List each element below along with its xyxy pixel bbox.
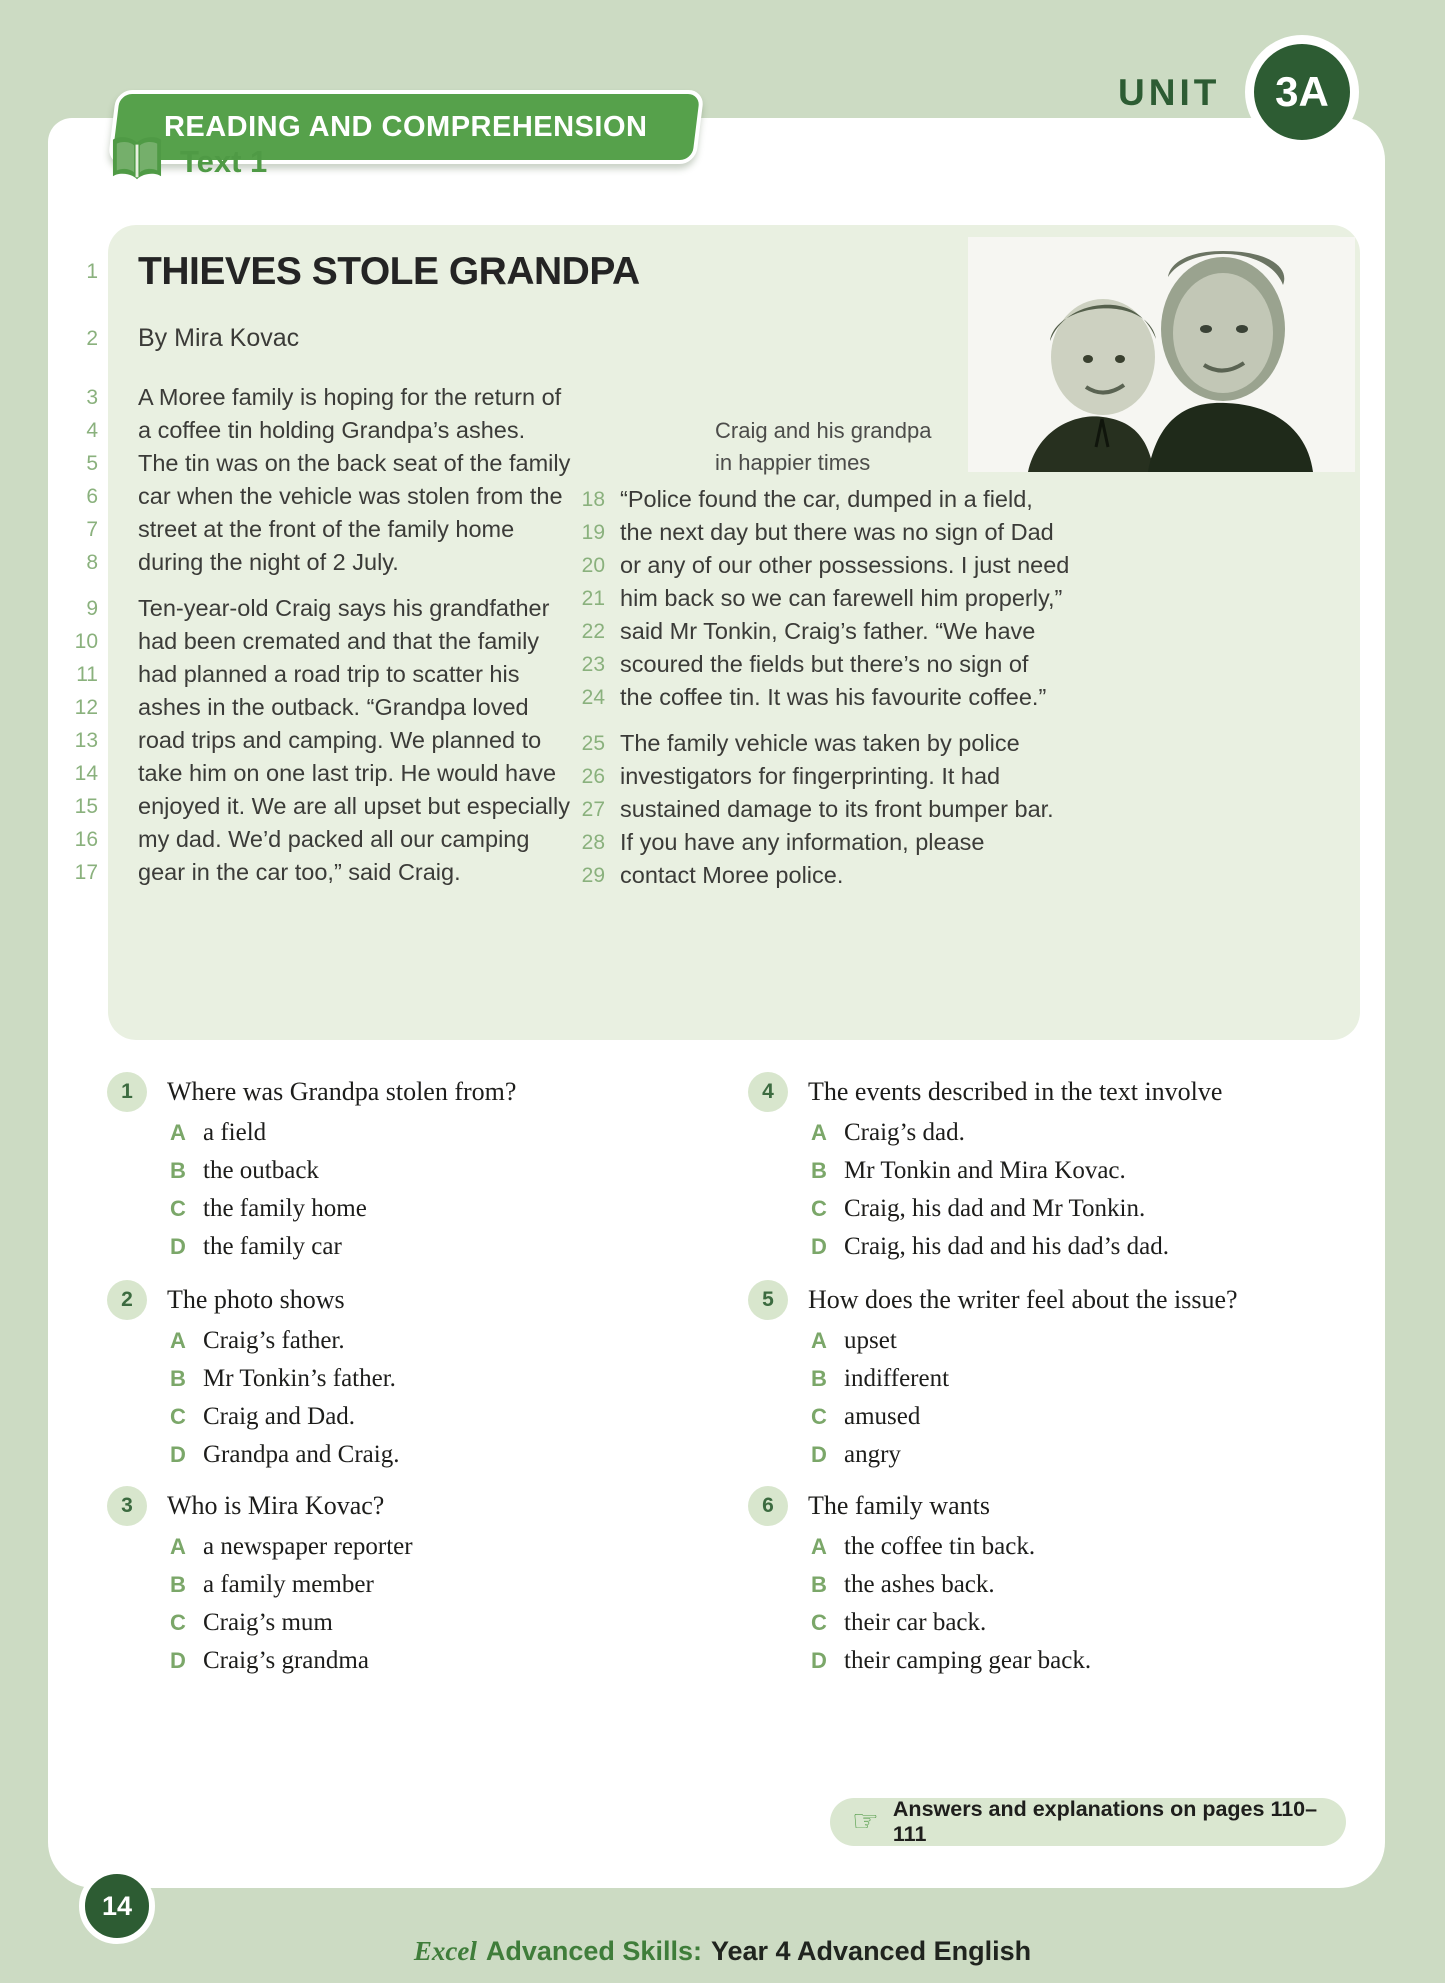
option-text: the ashes back. xyxy=(844,1571,995,1598)
book-title-series: Advanced Skills: xyxy=(485,1936,702,1966)
photo-caption-line: in happier times xyxy=(715,450,871,475)
answer-option xyxy=(811,1322,1238,1360)
option-letter: D xyxy=(170,1442,186,1467)
answer-option xyxy=(811,1190,1222,1228)
line-text: car when the vehicle was stolen from the xyxy=(138,483,563,509)
unit-label: UNIT xyxy=(1118,72,1221,113)
option-text: indifferent xyxy=(844,1365,950,1392)
answer-option xyxy=(170,1228,516,1266)
article-line xyxy=(575,582,1069,615)
photo-craig-and-grandpa xyxy=(968,237,1355,472)
option-text: their car back. xyxy=(844,1609,987,1636)
answer-option xyxy=(811,1114,1222,1152)
article-paragraph xyxy=(575,483,1069,714)
unit-number-badge xyxy=(1245,35,1359,149)
article-line xyxy=(575,727,1069,760)
answer-option xyxy=(170,1642,413,1680)
line-text: The tin was on the back seat of the family xyxy=(138,450,571,476)
line-text: Ten-year-old Craig says his grandfather xyxy=(138,595,550,621)
question-text: The photo shows xyxy=(167,1285,345,1314)
line-text: The family vehicle was taken by police xyxy=(620,730,1020,756)
option-letter: D xyxy=(170,1234,186,1259)
article-title: THIEVES STOLE GRANDPA xyxy=(138,250,640,293)
line-number: 9 xyxy=(86,596,98,620)
question-head xyxy=(107,1072,516,1112)
article-line xyxy=(68,381,570,414)
article-right-column xyxy=(575,483,1069,892)
line-number: 16 xyxy=(74,827,98,851)
option-letter: D xyxy=(811,1648,827,1673)
article-line xyxy=(68,592,570,625)
article-line xyxy=(68,513,570,546)
article-line xyxy=(575,760,1069,793)
option-letter: C xyxy=(170,1610,186,1635)
option-text: the family home xyxy=(203,1195,367,1222)
article-line xyxy=(575,793,1069,826)
option-letter: C xyxy=(811,1196,827,1221)
option-text: the outback xyxy=(203,1157,319,1184)
article-line xyxy=(575,648,1069,681)
question-1 xyxy=(107,1072,516,1266)
article-line xyxy=(68,790,570,823)
question-number-badge: 6 xyxy=(748,1486,788,1526)
line-text: ashes in the outback. “Grandpa loved xyxy=(138,694,529,720)
option-letter: C xyxy=(170,1404,186,1429)
option-letter: C xyxy=(170,1196,186,1221)
question-head xyxy=(748,1072,1222,1112)
line-text: the next day but there was no sign of Dad xyxy=(620,519,1054,545)
option-text: Craig, his dad and Mr Tonkin. xyxy=(844,1195,1146,1222)
line-text: contact Moree police. xyxy=(620,862,844,888)
line-number: 19 xyxy=(581,520,605,544)
article-line xyxy=(68,414,570,447)
article-line xyxy=(68,546,570,579)
article-paragraph xyxy=(68,381,570,579)
line-number: 2 xyxy=(86,326,98,350)
question-number-badge: 3 xyxy=(107,1486,147,1526)
line-text: take him on one last trip. He would have xyxy=(138,760,557,786)
option-letter: A xyxy=(170,1328,186,1353)
line-number: 28 xyxy=(581,830,605,854)
line-number: 5 xyxy=(86,451,98,475)
line-number: 25 xyxy=(581,731,605,755)
article-byline-row xyxy=(68,322,299,355)
answer-option xyxy=(170,1436,399,1474)
option-text: angry xyxy=(844,1441,901,1468)
option-letter: A xyxy=(170,1120,186,1145)
line-number: 1 xyxy=(86,260,98,283)
line-number: 3 xyxy=(86,385,98,409)
line-text: had been cremated and that the family xyxy=(138,628,540,654)
question-text: Who is Mira Kovac? xyxy=(167,1491,385,1520)
option-letter: A xyxy=(811,1534,827,1559)
option-text: a newspaper reporter xyxy=(203,1533,413,1560)
option-text: their camping gear back. xyxy=(844,1647,1092,1674)
unit-number: 3A xyxy=(1275,68,1329,115)
line-number: 23 xyxy=(581,652,605,676)
answer-option xyxy=(170,1604,413,1642)
line-number: 26 xyxy=(581,764,605,788)
option-text: Craig’s grandma xyxy=(203,1647,369,1674)
line-number: 29 xyxy=(581,863,605,887)
option-letter: C xyxy=(811,1610,827,1635)
line-text: him back so we can farewell him properly,” xyxy=(620,585,1063,611)
line-number: 14 xyxy=(74,761,98,785)
line-text: investigators for fingerprinting. It had xyxy=(620,763,1001,789)
article-line xyxy=(575,859,1069,892)
article-line xyxy=(575,826,1069,859)
option-text: the coffee tin back. xyxy=(844,1533,1036,1560)
option-letter: B xyxy=(170,1158,186,1183)
line-text: had planned a road trip to scatter his xyxy=(138,661,520,687)
answer-option xyxy=(811,1566,1091,1604)
line-number: 8 xyxy=(86,550,98,574)
option-letter: B xyxy=(811,1366,827,1391)
photo-caption xyxy=(715,415,965,479)
question-text: The family wants xyxy=(808,1491,990,1520)
book-title-name: Year 4 Advanced English xyxy=(710,1936,1032,1966)
answer-option xyxy=(811,1152,1222,1190)
option-letter: D xyxy=(170,1648,186,1673)
line-number: 21 xyxy=(581,586,605,610)
text-heading-row xyxy=(110,134,267,189)
page-number-badge xyxy=(79,1868,155,1944)
line-number: 4 xyxy=(86,418,98,442)
answer-option xyxy=(811,1228,1222,1266)
answers-note-pill xyxy=(830,1798,1346,1846)
article-title-row xyxy=(68,250,640,294)
article-line xyxy=(68,724,570,757)
answer-option xyxy=(811,1398,1238,1436)
question-head xyxy=(107,1486,413,1526)
article-paragraph xyxy=(68,592,570,889)
line-number: 10 xyxy=(74,629,98,653)
question-text: Where was Grandpa stolen from? xyxy=(167,1077,517,1106)
question-3 xyxy=(107,1486,413,1680)
option-text: Craig’s father. xyxy=(203,1327,345,1354)
article-line xyxy=(68,480,570,513)
question-head xyxy=(107,1280,399,1320)
question-4 xyxy=(748,1072,1222,1266)
line-number: 18 xyxy=(581,487,605,511)
photo-caption-line: Craig and his grandpa xyxy=(715,418,932,443)
answer-option xyxy=(811,1528,1091,1566)
option-letter: B xyxy=(811,1572,827,1597)
text-heading-label: Text 1 xyxy=(180,143,268,179)
article-line xyxy=(575,483,1069,516)
answer-option xyxy=(811,1642,1091,1680)
article-line xyxy=(575,615,1069,648)
option-text: Craig’s dad. xyxy=(844,1119,965,1146)
line-text: during the night of 2 July. xyxy=(138,549,399,575)
book-title xyxy=(0,1936,1445,1967)
line-text: A Moree family is hoping for the return of xyxy=(138,384,562,410)
line-number: 11 xyxy=(76,662,98,686)
line-text: enjoyed it. We are all upset but especially xyxy=(138,793,570,819)
option-letter: A xyxy=(811,1328,827,1353)
option-text: a field xyxy=(203,1119,267,1146)
line-text: If you have any information, please xyxy=(620,829,985,855)
option-text: Grandpa and Craig. xyxy=(203,1441,400,1468)
article-line xyxy=(68,447,570,480)
option-text: Craig, his dad and his dad’s dad. xyxy=(844,1233,1169,1260)
option-letter: B xyxy=(170,1366,186,1391)
article-line xyxy=(68,823,570,856)
line-number: 27 xyxy=(581,797,605,821)
line-number: 13 xyxy=(74,728,98,752)
answer-option xyxy=(170,1360,399,1398)
line-text: street at the front of the family home xyxy=(138,516,515,542)
answer-option xyxy=(170,1398,399,1436)
line-text: or any of our other possessions. I just need xyxy=(620,552,1070,578)
article-paragraph xyxy=(575,727,1069,892)
answer-option xyxy=(811,1604,1091,1642)
line-number: 24 xyxy=(581,685,605,709)
option-letter: B xyxy=(811,1158,827,1183)
answer-option xyxy=(811,1360,1238,1398)
option-text: Mr Tonkin’s father. xyxy=(203,1365,396,1392)
option-letter: D xyxy=(811,1442,827,1467)
line-number: 15 xyxy=(74,794,98,818)
option-letter: B xyxy=(170,1572,186,1597)
question-number-badge: 5 xyxy=(748,1280,788,1320)
option-letter: A xyxy=(811,1120,827,1145)
option-letter: C xyxy=(811,1404,827,1429)
line-number: 17 xyxy=(74,860,98,884)
line-number: 22 xyxy=(581,619,605,643)
question-text: How does the writer feel about the issue? xyxy=(808,1285,1238,1314)
line-text: gear in the car too,” said Craig. xyxy=(138,859,461,885)
question-head xyxy=(748,1280,1238,1320)
line-text: my dad. We’d packed all our camping xyxy=(138,826,530,852)
question-5 xyxy=(748,1280,1238,1474)
option-text: Mr Tonkin and Mira Kovac. xyxy=(844,1157,1126,1184)
article-line xyxy=(68,658,570,691)
option-text: amused xyxy=(844,1403,921,1430)
article-line xyxy=(68,757,570,790)
article-line xyxy=(68,856,570,889)
question-6 xyxy=(748,1486,1091,1680)
question-number-badge: 2 xyxy=(107,1280,147,1320)
page-number: 14 xyxy=(101,1890,133,1921)
open-book-icon xyxy=(110,134,164,189)
option-letter: D xyxy=(811,1234,827,1259)
answer-option xyxy=(170,1152,516,1190)
line-number: 6 xyxy=(86,484,98,508)
answer-option xyxy=(170,1322,399,1360)
answer-option xyxy=(170,1528,413,1566)
line-text: a coffee tin holding Grandpa’s ashes. xyxy=(138,417,526,443)
line-text: scoured the fields but there’s no sign of xyxy=(620,651,1029,677)
question-head xyxy=(748,1486,1091,1526)
answer-option xyxy=(170,1114,516,1152)
question-2 xyxy=(107,1280,399,1474)
article-line xyxy=(575,516,1069,549)
answer-option xyxy=(170,1190,516,1228)
article-line xyxy=(68,691,570,724)
answer-option xyxy=(170,1566,413,1604)
option-text: the family car xyxy=(203,1233,342,1260)
line-number: 20 xyxy=(581,553,605,577)
article-line xyxy=(575,681,1069,714)
option-text: Craig’s mum xyxy=(203,1609,333,1636)
option-letter: A xyxy=(170,1534,186,1559)
book-title-excel: Excel xyxy=(413,1936,477,1966)
section-badge-label: READING AND COMPREHENSION xyxy=(164,110,648,143)
line-text: “Police found the car, dumped in a field, xyxy=(620,486,1033,512)
pointing-hand-icon: ☞ xyxy=(852,1805,879,1838)
option-text: a family member xyxy=(203,1571,374,1598)
line-number: 12 xyxy=(74,695,98,719)
question-number-badge: 1 xyxy=(107,1072,147,1112)
article-byline: By Mira Kovac xyxy=(138,324,300,352)
answer-option xyxy=(811,1436,1238,1474)
line-number: 7 xyxy=(86,517,98,541)
answers-note-text: Answers and explanations on pages 110–111 xyxy=(892,1797,1318,1846)
line-text: the coffee tin. It was his favourite coffee.” xyxy=(620,684,1047,710)
option-text: upset xyxy=(844,1327,897,1354)
line-text: road trips and camping. We planned to xyxy=(138,727,542,753)
line-text: sustained damage to its front bumper bar. xyxy=(620,796,1054,822)
question-number-badge: 4 xyxy=(748,1072,788,1112)
article-left-column xyxy=(68,381,570,889)
article-line xyxy=(68,625,570,658)
question-text: The events described in the text involve xyxy=(808,1077,1223,1106)
article-line xyxy=(575,549,1069,582)
line-text: said Mr Tonkin, Craig’s father. “We have xyxy=(620,618,1036,644)
option-text: Craig and Dad. xyxy=(203,1403,356,1430)
